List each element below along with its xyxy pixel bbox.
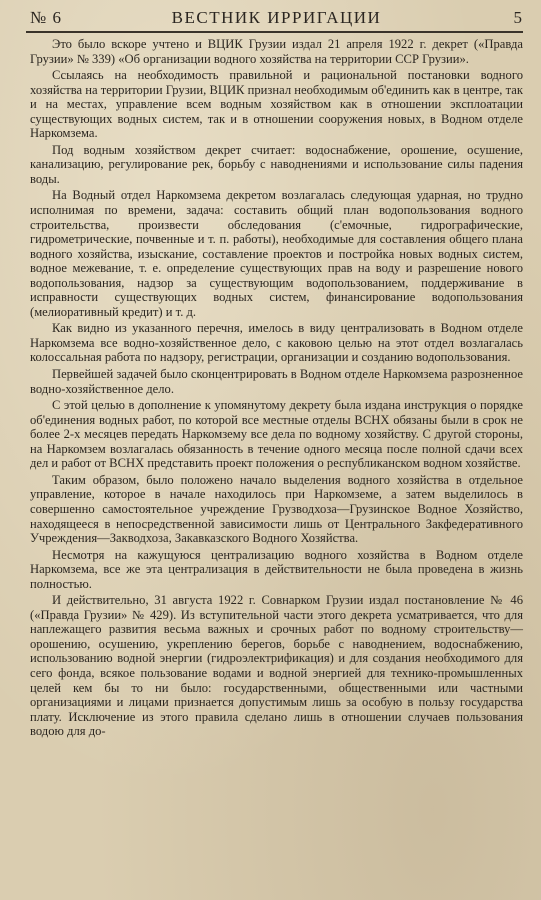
running-header bbox=[30, 6, 523, 30]
paragraph: Как видно из указанного перечня, имелось в виду централизовать в Водном отделе Наркомзема все водно-хозяйственное дело, с каковою целью на этот отдел возлагалась колоссальная работа по надзору, регистрации, организации и созданию водопользования. bbox=[30, 321, 523, 365]
paragraph: Таким образом, было положено начало выделения водного хозяйства в отдельное управление, которое в начале находилось при Наркомземе, а затем выделилось в совершенно самостоятельное учреждение Грузводхоза—Грузинское Водное Хозяйство, находящееся в непосредственной зависимости лишь от Центрального Закфедеративного Учреждения—Закводхоза, Закавказского Водного Хозяйства. bbox=[30, 472, 523, 546]
paragraph: С этой целью в дополнение к упомянутому декрету была издана инструкция о порядке об'единения водных работ, по которой все местные отделы ВСНХ обязаны были в срок не более 2-х месяцев передать Наркомзему все дела по водному хозяйству. С другой стороны, на Наркомзем возлагалась обязанность в течение одного месяца после полной сдачи всех дел и работ от ВСНХ представить проект положения о республиканском водном хозяйстве. bbox=[30, 398, 523, 471]
article-body bbox=[30, 37, 523, 741]
paragraph: Первейшей задачей было сконцентрировать в Водном отделе Наркомзема разрозненное водно-хозяйственное дело. bbox=[30, 367, 523, 396]
page-number: 5 bbox=[513, 8, 523, 27]
journal-title: ВЕСТНИК ИРРИГАЦИИ bbox=[171, 8, 382, 27]
paragraph: Несмотря на кажущуюся централизацию водного хозяйства в Водном отделе Наркомзема, все же эта централизация в действительности не была проведена в жизнь полностью. bbox=[30, 547, 523, 591]
issue-number: № 6 bbox=[30, 8, 62, 27]
paragraph: Ссылаясь на необходимость правильной и рациональной постановки водного хозяйства на территории Грузии, ВЦИК признал необходимым об'единить как в центре, так и на местах, управление всем водным хозяйством как в отношении эксплоатации существующих водных систем, так и в отношении сооружения новых, в Водном отделе Наркомзема. bbox=[30, 68, 523, 141]
paragraph: На Водный отдел Наркомзема декретом возлагалась следующая ударная, но трудно исполнимая по времени, задача: составить общий план водопользования водного строительства, произвести обследования (с'емочные, гидрографические, гидрометрические, почвенные и т. п. работы), необходимые для составления общего плана водного хозяйства, изыскание, составление проектов и постройка новых водных систем, водное межевание, т. е. определение существующих прав на воду и разрешение нового водопользования, надзор за существующим водопользованием, поддерживание в исправности существующих водных систем, финансирование водопользования (мелиоративный кредит) и т. д. bbox=[30, 188, 523, 319]
paragraph: Под водным хозяйством декрет считает: водоснабжение, орошение, осушение, канализацию, регулирование рек, борьбу с наводнениями и использование силы падения воды. bbox=[30, 142, 523, 186]
header-rule bbox=[26, 31, 523, 33]
paragraph: Это было вскоре учтено и ВЦИК Грузии издал 21 апреля 1922 г. декрет («Правда Грузии» № 339) «Об организации водного хозяйства на территории ССР Грузии». bbox=[30, 37, 523, 66]
paragraph: И действительно, 31 августа 1922 г. Совнарком Грузии издал постановление № 46 («Правда Грузии» № 429). Из вступительной части этого декрета усматривается, что для наплежащего развития весьма важных и срочных работ по водному строительству—орошению, осушению, укреплению берегов, борьбе с наводнением, водоснабжению, использованию водной энергии (гидроэлектрификация) и для создания необходимого для сего фонда, всякое пользование водами и водной энергией для технико-промышленных целей кем бы то ни было: государственными, общественными или частными организациями и лицами признается допустимым лишь за особую в пользу государства плату. Исключение из этого правила сделано лишь в отношении случаев пользования водою для до- bbox=[30, 593, 523, 739]
